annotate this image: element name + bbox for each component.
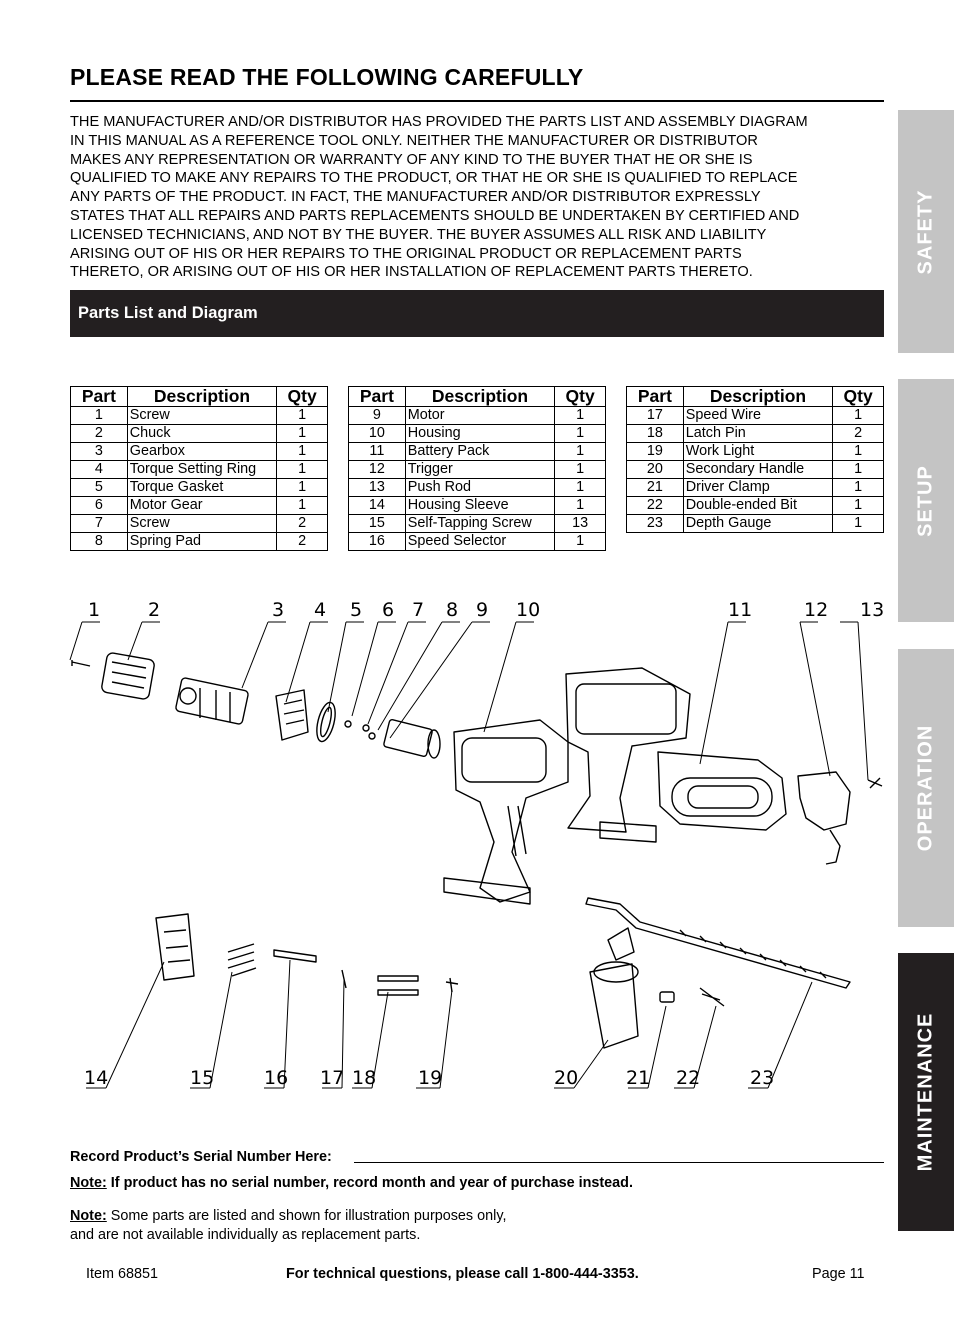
cell-description: Battery Pack [405,443,554,461]
parts-table-row [71,443,328,461]
cell-part: 12 [349,461,406,479]
disclaimer-line: MAKES ANY REPRESENTATION OR WARRANTY OF ANY KIND TO THE BUYER THAT HE OR SHE IS [70,151,753,168]
cell-part: 18 [627,425,684,443]
parts-table-row [71,533,328,551]
col-header-qty: Qty [833,387,884,407]
cell-part: 22 [627,497,684,515]
cell-qty: 1 [555,533,606,551]
note-text: Some parts are listed and shown for illustration purposes only, [106,1208,507,1224]
col-header-part: Part [349,387,406,407]
cell-qty: 1 [555,479,606,497]
section-title: Parts List and Diagram [78,304,258,322]
parts-table-row [71,425,328,443]
callout-number: 5 [350,599,363,621]
callout-number: 15 [190,1067,215,1089]
cell-qty: 1 [277,425,328,443]
parts-table-row [349,425,606,443]
parts-table-row [71,515,328,533]
cell-qty: 1 [277,461,328,479]
cell-description: Screw [127,407,276,425]
small-parts-drawing [345,721,375,739]
cell-description: Secondary Handle [683,461,832,479]
callout-number: 8 [446,599,459,621]
cell-description: Self-Tapping Screw [405,515,554,533]
col-header-description: Description [405,387,554,407]
parts-table-row [627,461,884,479]
callout-number: 19 [418,1067,443,1089]
cell-part: 20 [627,461,684,479]
parts-table-row [627,497,884,515]
cell-part: 17 [627,407,684,425]
cell-part: 15 [349,515,406,533]
cell-part: 3 [71,443,128,461]
cell-description: Work Light [683,443,832,461]
cell-description: Speed Selector [405,533,554,551]
cell-qty: 1 [277,497,328,515]
parts-table-1 [70,386,328,551]
callout-number: 12 [804,599,829,621]
latch-pin-drawing [378,976,418,995]
cell-description: Driver Clamp [683,479,832,497]
cell-part: 5 [71,479,128,497]
note-text: If product has no serial number, record month and year of purchase instead. [106,1175,633,1191]
cell-qty: 1 [833,461,884,479]
cell-qty: 1 [833,479,884,497]
serial-number-line [354,1162,884,1163]
page-title: PLEASE READ THE FOLLOWING CAREFULLY [70,64,584,90]
cell-part: 7 [71,515,128,533]
cell-qty: 1 [277,443,328,461]
depth-gauge-drawing [586,898,850,988]
parts-table-row [71,497,328,515]
cell-part: 8 [71,533,128,551]
cell-description: Torque Gasket [127,479,276,497]
callout-number: 16 [264,1067,289,1089]
cell-qty: 1 [555,407,606,425]
parts-table-row [71,461,328,479]
housing-sleeve-drawing [156,914,194,980]
cell-description: Spring Pad [127,533,276,551]
callout-number: 21 [626,1067,651,1089]
cell-qty: 1 [833,407,884,425]
parts-table-row [71,479,328,497]
cell-part: 11 [349,443,406,461]
col-header-qty: Qty [555,387,606,407]
disclaimer-line: QUALIFIED TO MAKE ANY REPAIRS TO THE PRODUCT, OR THAT HE OR SHE IS QUALIFIED TO REPLACE [70,170,798,187]
callout-number: 10 [516,599,541,621]
callout-number: 7 [412,599,425,621]
callout-number: 6 [382,599,395,621]
cell-part: 1 [71,407,128,425]
side-tab-label: OPERATION [914,724,937,852]
parts-table-3 [626,386,884,533]
cell-description: Latch Pin [683,425,832,443]
disclaimer-line: ANY PARTS OF THE PRODUCT. IN FACT, THE MANUFACTURER AND/OR DISTRIBUTOR EXPRESSLY [70,189,761,206]
disclaimer-line: ARISING OUT OF HIS OR HER REPAIRS TO THE ORIGINAL PRODUCT OR REPLACEMENT PARTS [70,245,742,262]
cell-description: Speed Wire [683,407,832,425]
parts-table-2 [348,386,606,551]
cell-part: 13 [349,479,406,497]
cell-description: Motor [405,407,554,425]
work-light-drawing [446,978,458,992]
side-tab-label: MAINTENANCE [914,1012,937,1172]
cell-part: 4 [71,461,128,479]
leader-lines-top [70,622,868,780]
cell-qty: 2 [833,425,884,443]
motor-drawing [383,719,440,758]
side-tab-operation[interactable] [898,649,954,927]
cell-qty: 1 [555,497,606,515]
double-ended-bit-drawing [700,988,724,1006]
exploded-parts-diagram [60,592,885,1102]
cell-qty: 1 [277,407,328,425]
screw-part-drawing [72,660,90,666]
callout-number: 20 [554,1067,579,1089]
parts-table-row [349,407,606,425]
col-header-part: Part [71,387,128,407]
cell-description: Double-ended Bit [683,497,832,515]
gearbox-part-drawing [175,677,249,724]
torque-ring-drawing [276,690,308,740]
col-header-qty: Qty [277,387,328,407]
secondary-handle-drawing [590,928,638,1048]
parts-table-row [71,407,328,425]
parts-table-row [627,479,884,497]
serial-number-label: Record Product’s Serial Number Here: [70,1149,332,1165]
cell-qty: 1 [555,461,606,479]
cell-qty: 1 [555,443,606,461]
trigger-drawing [798,772,850,864]
col-header-description: Description [683,387,832,407]
cell-description: Screw [127,515,276,533]
side-tab-maintenance[interactable] [898,953,954,1231]
parts-table-row [349,479,606,497]
callout-number: 14 [84,1067,109,1089]
cell-description: Housing [405,425,554,443]
disclaimer-line: STATES THAT ALL REPAIRS AND PARTS REPLACEMENTS SHOULD BE UNDERTAKEN BY CERTIFIED AND [70,207,800,224]
cell-description: Push Rod [405,479,554,497]
cell-part: 10 [349,425,406,443]
cell-qty: 1 [555,425,606,443]
torque-gasket-drawing [313,701,338,744]
footer-tech-support: For technical questions, please call 1-800-444-3353. [286,1266,639,1282]
callout-number: 17 [320,1067,345,1089]
parts-table-row [627,515,884,533]
section-header-bar [70,290,884,337]
screws-drawing [228,944,256,976]
side-tab-safety[interactable] [898,110,954,353]
note-text: and are not available individually as replacement parts. [70,1227,421,1243]
callout-number: 4 [314,599,327,621]
footer-page-number: Page 11 [812,1266,865,1282]
cell-qty: 1 [833,497,884,515]
callout-number: 9 [476,599,489,621]
parts-table-row [349,497,606,515]
cell-part: 6 [71,497,128,515]
parts-table-row [349,461,606,479]
parts-table-row [627,443,884,461]
speed-selector-drawing [274,950,316,962]
note-prefix: Note: [70,1208,107,1224]
push-rod-drawing [868,778,882,788]
cell-description: Chuck [127,425,276,443]
cell-part: 23 [627,515,684,533]
note-serial [70,1175,633,1191]
disclaimer-line: LICENSED TECHNICIANS, AND NOT BY THE BUYER. THE BUYER ASSUMES ALL RISK AND LIABILITY [70,226,767,243]
parts-table-row [627,407,884,425]
col-header-description: Description [127,387,276,407]
cell-part: 14 [349,497,406,515]
cell-description: Motor Gear [127,497,276,515]
cell-description: Trigger [405,461,554,479]
cell-qty: 1 [833,443,884,461]
disclaimer-line: THE MANUFACTURER AND/OR DISTRIBUTOR HAS PROVIDED THE PARTS LIST AND ASSEMBLY DIAGRAM [70,114,808,130]
cell-description: Torque Setting Ring [127,461,276,479]
title-rule [70,100,884,102]
side-tab-label: SAFETY [914,189,937,274]
driver-clamp-drawing [660,992,674,1002]
cell-qty: 2 [277,515,328,533]
callout-number: 23 [750,1067,775,1089]
cell-qty: 1 [833,515,884,533]
callout-number: 13 [860,599,885,621]
side-tab-setup[interactable] [898,379,954,622]
parts-table-row [349,533,606,551]
callout-number: 22 [676,1067,701,1089]
cell-part: 21 [627,479,684,497]
callout-number: 3 [272,599,285,621]
side-tab-label: SETUP [914,464,937,537]
callout-number: 18 [352,1067,377,1089]
cell-description: Housing Sleeve [405,497,554,515]
disclaimer-line: IN THIS MANUAL AS A REFERENCE TOOL ONLY. NEITHER THE MANUFACTURER OR DISTRIBUTOR [70,132,758,149]
col-header-part: Part [627,387,684,407]
callout-number: 2 [148,599,161,621]
disclaimer-line: THERETO, OR ARISING OUT OF HIS OR HER INSTALLATION OF REPLACEMENT PARTS THERETO. [70,264,753,281]
parts-table-row [627,425,884,443]
parts-table-row [349,443,606,461]
cell-qty: 13 [555,515,606,533]
cell-part: 2 [71,425,128,443]
footer-item-number: Item 68851 [86,1266,159,1282]
housing-drawing [444,720,568,904]
cell-description: Gearbox [127,443,276,461]
cell-part: 9 [349,407,406,425]
cell-description: Depth Gauge [683,515,832,533]
note-prefix: Note: [70,1175,107,1191]
note-illustration [70,1207,506,1245]
cell-part: 19 [627,443,684,461]
callout-number: 1 [88,599,101,621]
cell-part: 16 [349,533,406,551]
cell-qty: 1 [277,479,328,497]
battery-pack-drawing [658,752,786,830]
callout-number: 11 [728,599,753,621]
cell-qty: 2 [277,533,328,551]
disclaimer-paragraph [70,113,870,282]
parts-table-row [349,515,606,533]
